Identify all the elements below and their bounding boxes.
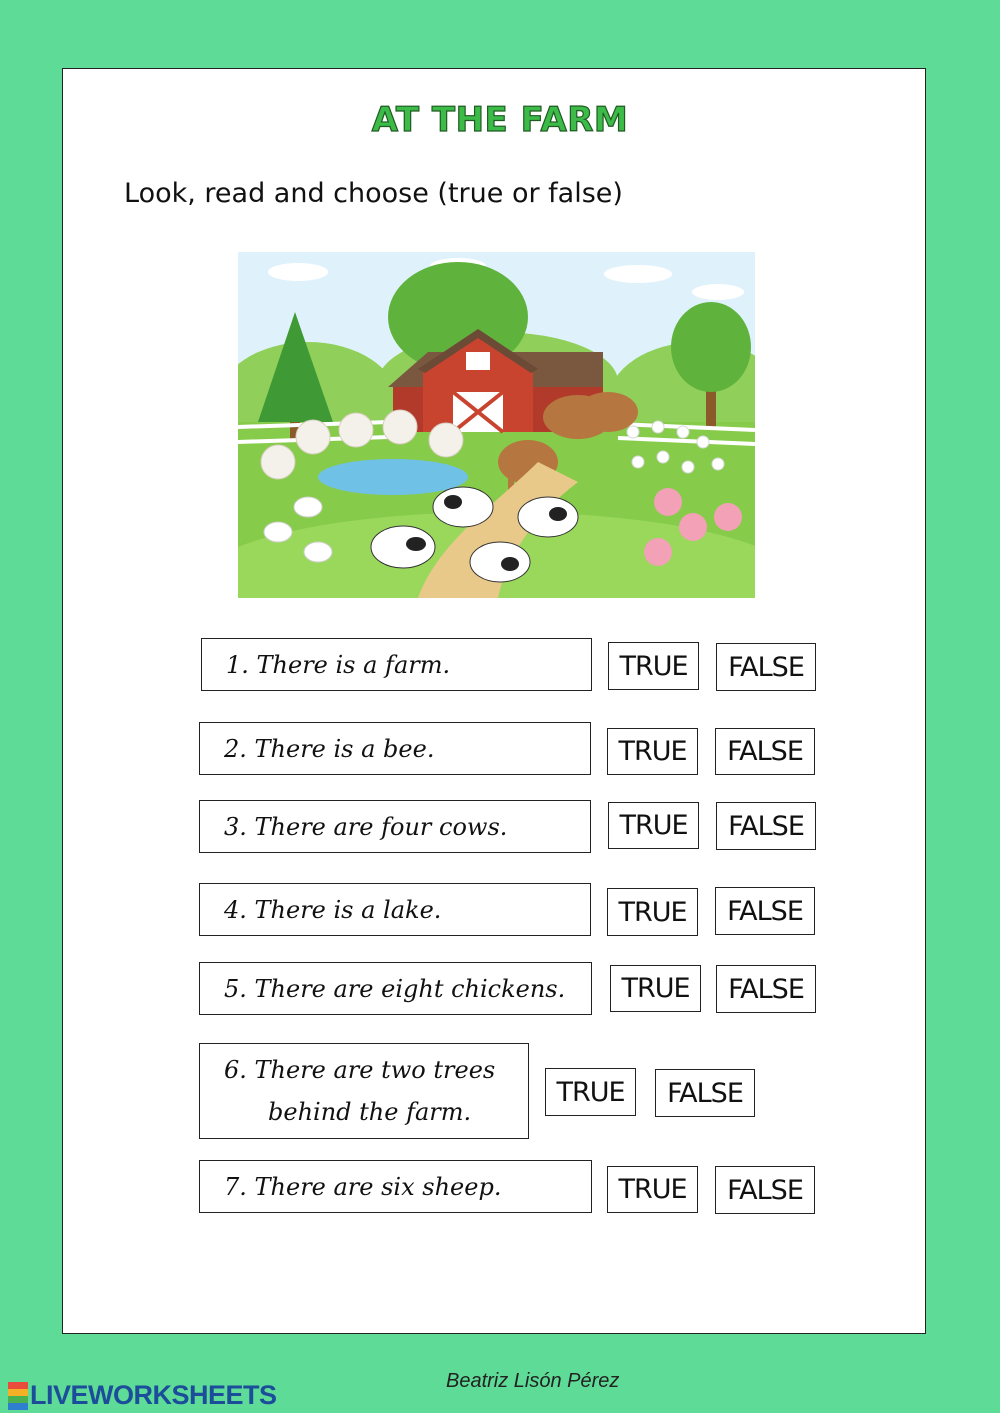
statement-6 — [199, 1043, 529, 1139]
lake-icon — [318, 459, 468, 495]
true-button-2[interactable]: TRUE — [607, 728, 698, 775]
false-button-7[interactable]: FALSE — [715, 1166, 815, 1214]
false-button-5[interactable]: FALSE — [716, 965, 816, 1013]
false-button-2[interactable]: FALSE — [715, 728, 815, 775]
false-button-3[interactable]: FALSE — [716, 802, 816, 850]
true-button-6[interactable]: TRUE — [545, 1068, 636, 1116]
true-button-4[interactable]: TRUE — [607, 888, 698, 936]
true-button-5[interactable]: TRUE — [610, 965, 701, 1012]
false-button-1[interactable]: FALSE — [716, 643, 816, 691]
true-button-3[interactable]: TRUE — [608, 802, 699, 849]
brand-name: LIVEWORKSHEETS — [30, 1380, 277, 1410]
farm-illustration — [238, 252, 755, 598]
statement-1: 1. There is a farm. — [201, 638, 592, 691]
page-title: AT THE FARM — [371, 100, 629, 140]
liveworksheets-logo[interactable] — [8, 1380, 277, 1411]
statement-2: 2. There is a bee. — [199, 722, 591, 775]
liveworksheets-badge-icon — [8, 1382, 28, 1410]
instructions-text: Look, read and choose (true or false) — [124, 178, 623, 209]
true-button-1[interactable]: TRUE — [608, 642, 699, 690]
statement-4: 4. There is a lake. — [199, 883, 591, 936]
false-button-6[interactable]: FALSE — [655, 1069, 755, 1117]
false-button-4[interactable]: FALSE — [715, 887, 815, 935]
statement-6-line-1: 6. There are two trees — [224, 1056, 496, 1084]
statement-5: 5. There are eight chickens. — [199, 962, 592, 1015]
author-credit: Beatriz Lisón Pérez — [446, 1370, 620, 1392]
statement-7: 7. There are six sheep. — [199, 1160, 592, 1213]
statement-6-line-2: behind the farm. — [268, 1098, 472, 1126]
statement-3: 3. There are four cows. — [199, 800, 591, 853]
true-button-7[interactable]: TRUE — [607, 1166, 698, 1213]
